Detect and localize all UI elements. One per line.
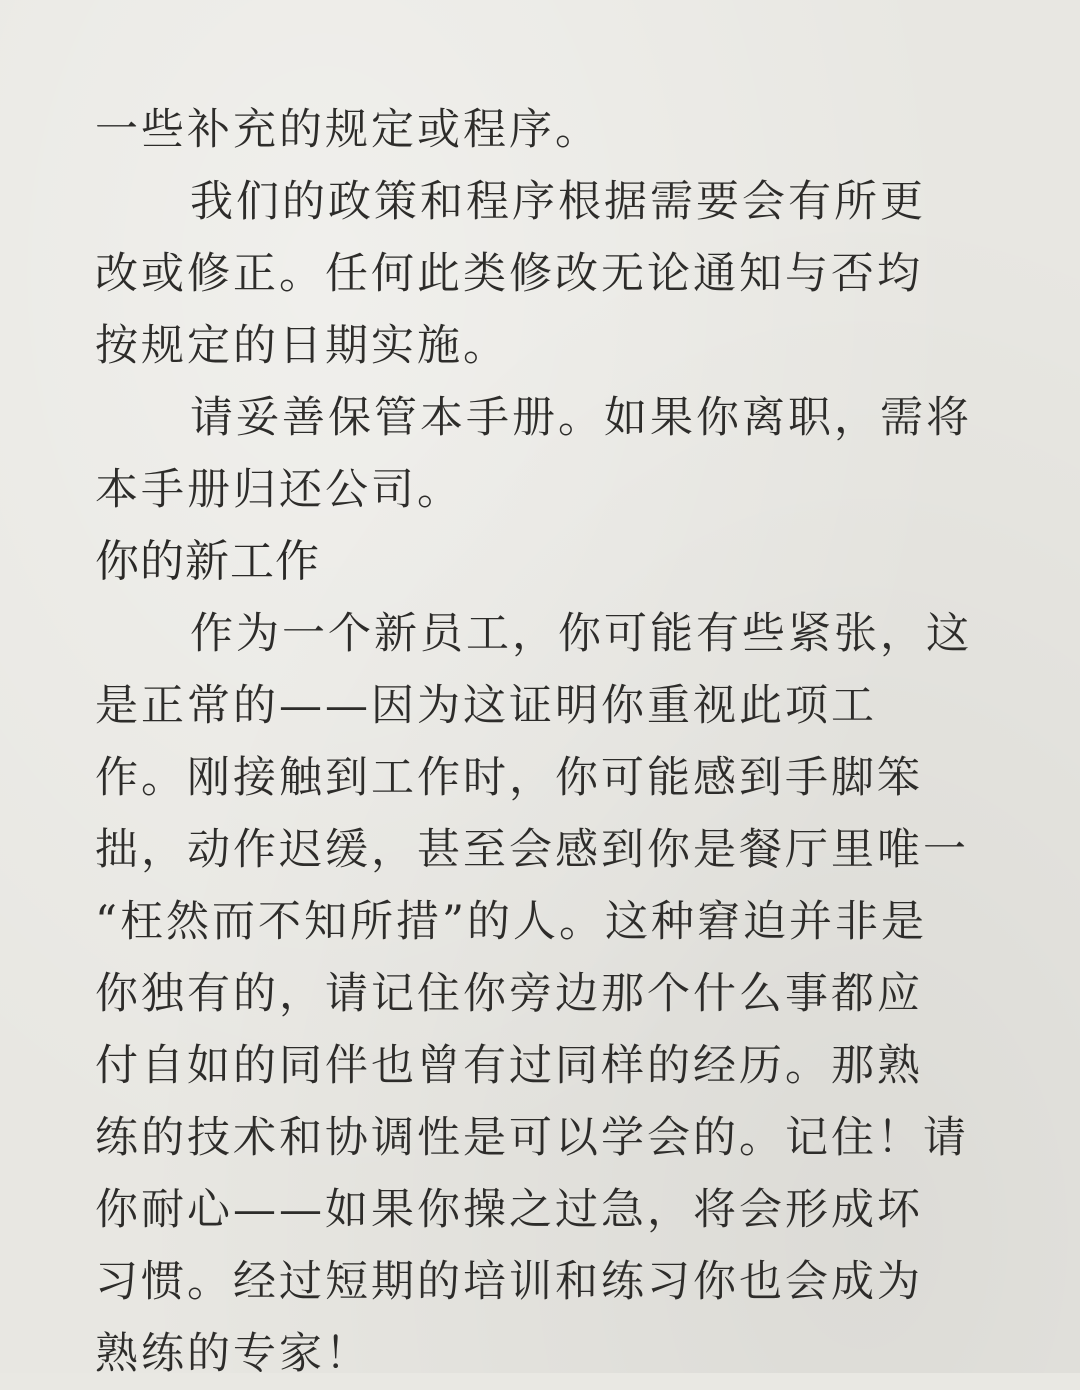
text-line: 练的技术和协调性是可以学会的。记住！请 [95,1113,969,1163]
text-line: 付自如的同伴也曾有过同样的经历。那熟 [95,1041,923,1091]
section-heading: 你的新工作 [95,536,320,587]
text-line: 一些补充的规定或程序。 [95,105,601,155]
text-line: 拙，动作迟缓，甚至会感到你是餐厅里唯一 [95,825,969,875]
text-line: 是正常的——因为这证明你重视此项工 [95,681,877,731]
text-line: 作。刚接触到工作时，你可能感到手脚笨 [95,753,923,803]
text-line: 你独有的，请记住你旁边那个什么事都应 [95,969,923,1019]
body-text [95,94,972,1379]
text-line: 熟练的专家！ [95,1329,371,1379]
text-line: 改或修正。任何此类修改无论通知与否均 [95,249,923,299]
text-line: 请妥善保管本手册。如果你离职，需将 [190,393,972,443]
text-line: 作为一个新员工，你可能有些紧张，这 [190,609,972,659]
text-line: 你耐心——如果你操之过急，将会形成坏 [95,1185,923,1235]
text-line: 按规定的日期实施。 [95,321,509,371]
text-line: “枉然而不知所措”的人。这种窘迫并非是 [95,897,927,947]
text-line: 习惯。经过短期的培训和练习你也会成为 [95,1257,923,1307]
text-line: 我们的政策和程序根据需要会有所更 [190,177,926,227]
text-line: 本手册归还公司。 [95,465,463,515]
